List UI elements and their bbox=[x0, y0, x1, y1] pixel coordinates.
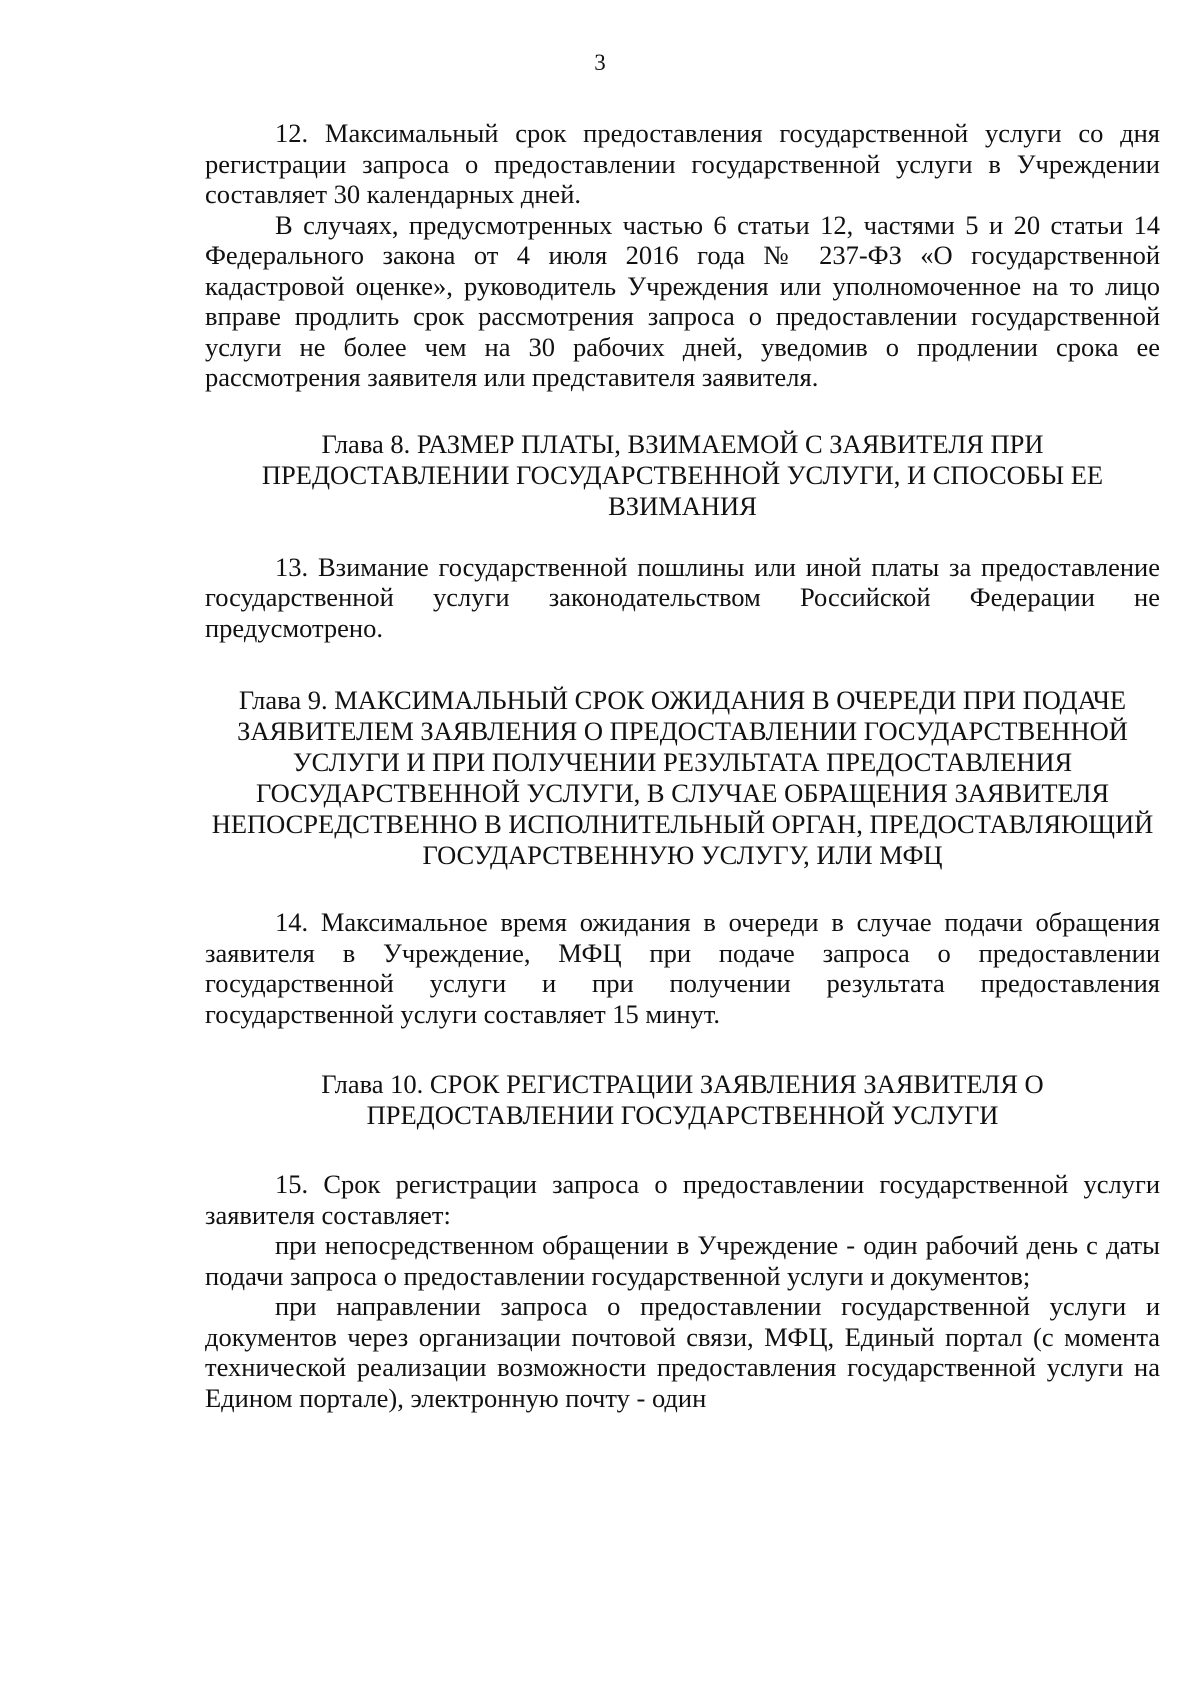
paragraph-13: 13. Взимание государственной пошлины или иной платы за предоставление государственной услуги законодательством Российской Федерации не предусмотрено. bbox=[205, 551, 1160, 643]
chapter-10-heading: Глава 10. СРОК РЕГИСТРАЦИИ ЗАЯВЛЕНИЯ ЗАЯВИТЕЛЯ О ПРЕДОСТАВЛЕНИИ ГОСУДАРСТВЕННОЙ УСЛУГИ bbox=[321, 1069, 1044, 1130]
page-number: 3 bbox=[594, 50, 606, 75]
paragraph-12: 12. Максимальный срок предоставления государственной услуги со дня регистрации запроса о предоставлении государственной услуги в Учреждении составляет 30 календарных дней. bbox=[205, 118, 1160, 209]
chapter-9-heading: Глава 9. МАКСИМАЛЬНЫЙ СРОК ОЖИДАНИЯ В ОЧЕРЕДИ ПРИ ПОДАЧЕ ЗАЯВИТЕЛЕМ ЗАЯВЛЕНИЯ О ПРЕДОСТАВЛЕНИИ ГОСУДАРСТВЕННОЙ УСЛУГИ И ПРИ ПОЛУЧЕНИИ РЕЗУЛЬТАТА ПРЕДОСТАВЛЕНИЯ ГОСУДАРСТВЕННОЙ УСЛУГИ, В СЛУЧАЕ ОБРАЩЕНИЯ ЗАЯВИТЕЛЯ НЕПОСРЕДСТВЕННО В ИСПОЛНИТЕЛЬНЫЙ ОРГАН, ПРЕДОСТАВЛЯЮЩИЙ ГОСУДАРСТВЕННУЮ УСЛУГУ, ИЛИ МФЦ bbox=[211, 685, 1154, 870]
paragraph-14: 14. Максимальное время ожидания в очереди в случае подачи обращения заявителя в Учреждение, МФЦ при подаче запроса о предоставлении государственной услуги и при получении результата предоставления государственной услуги составляет 15 минут. bbox=[205, 907, 1160, 1029]
chapter-8-heading: Глава 8. РАЗМЕР ПЛАТЫ, ВЗИМАЕМОЙ С ЗАЯВИТЕЛЯ ПРИ ПРЕДОСТАВЛЕНИИ ГОСУДАРСТВЕННОЙ УСЛУГИ, И СПОСОБЫ ЕЕ ВЗИМАНИЯ bbox=[261, 428, 1104, 521]
paragraph-15: 15. Срок регистрации запроса о предоставлении государственной услуги заявителя составляет: bbox=[205, 1169, 1160, 1230]
paragraph-15-remote: при направлении запроса о предоставлении государственной услуги и документов через организации почтовой связи, МФЦ, Единый портал (с момента технической реализации возможности предоставления государственной услуги на Едином портале), электронную почту - один bbox=[205, 1291, 1160, 1413]
document-body bbox=[205, 118, 1160, 1413]
paragraph-15-direct: при непосредственном обращении в Учреждение - один рабочий день с даты подачи запроса о предоставлении государственной услуги и документов; bbox=[205, 1230, 1160, 1291]
paragraph-12-extension: В случаях, предусмотренных частью 6 статьи 12, частями 5 и 20 статьи 14 Федерального закона от 4 июля 2016 года № 237-ФЗ «О государственной кадастровой оценке», руководитель Учреждения или уполномоченное на то лицо вправе продлить срок рассмотрения запроса о предоставлении государственной услуги не более чем на 30 рабочих дней, уведомив о продлении срока ее рассмотрения заявителя или представителя заявителя. bbox=[205, 209, 1160, 392]
